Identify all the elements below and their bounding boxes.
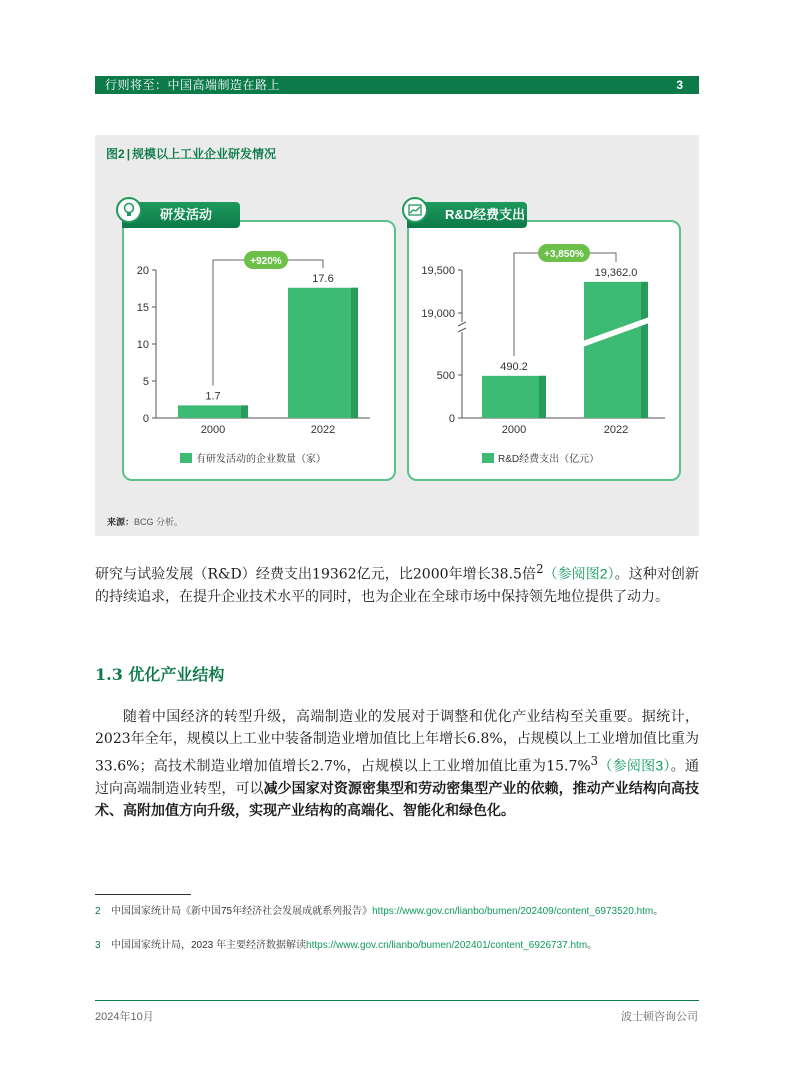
- chart-title-rd-expense: R&D经费支出: [445, 207, 526, 222]
- bar-side: [241, 405, 248, 418]
- footnote-ref[interactable]: 2: [536, 562, 544, 576]
- data-label: 17.6: [312, 272, 334, 285]
- y-tick-label: 20: [136, 265, 149, 277]
- data-label: 19,362.0: [594, 266, 638, 279]
- footer-date: 2024年10月: [95, 1011, 154, 1023]
- header-title: 行则将至：中国高端制造在路上: [105, 78, 281, 92]
- paragraph-bold-text: 减少国家对资源密集型和劳动密集型产业的依赖，推动产业结构向高技术、高附加值方向升级，实现产业结构的高端化、智能化和绿色化。: [95, 780, 700, 819]
- legend-rd-expense: [482, 450, 599, 465]
- legend-rd-activity: [180, 450, 326, 465]
- footnote-3: [95, 938, 699, 954]
- footnote-link[interactable]: https://www.gov.cn/lianbo/bumen/202409/content_6973520.htm: [372, 906, 654, 917]
- footnote-link[interactable]: https://www.gov.cn/lianbo/bumen/202401/content_6926737.htm: [306, 940, 588, 951]
- y-tick-label: 19,500: [421, 265, 455, 277]
- figure-ref-link[interactable]: （参阅图3）: [598, 757, 671, 774]
- paragraph-text: 研究与试验发展（R&D）经费支出19362亿元，比2000年增长38.5倍: [95, 566, 537, 583]
- figure-separator: |: [126, 147, 131, 161]
- bar: [288, 288, 358, 418]
- footnote-end: 。: [653, 906, 664, 917]
- footnote-number: 2: [95, 906, 101, 917]
- paragraph-text: 。通过向高端制造业转型，可以: [95, 758, 699, 797]
- x-tick-label: 2022: [310, 424, 336, 436]
- chart-title-rd-activity: 研发活动: [160, 207, 213, 222]
- paragraph-rd: [95, 558, 699, 608]
- y-tick-label: 10: [136, 339, 149, 351]
- footnote-text: 中国国家统计局，2023 年主要经济数据解读: [111, 940, 307, 951]
- legend-swatch: [180, 453, 192, 463]
- axis-break-mark: [458, 322, 466, 326]
- footnote-2: [95, 904, 699, 920]
- footnote-end: 。: [587, 940, 598, 951]
- page-number: 3: [676, 78, 683, 92]
- paragraph-text: 。这种对创新的持续追求，在提升企业技术水平的同时，也为企业在全球市场中保持领先地位提供了动力。: [95, 566, 699, 605]
- footer-divider: [95, 1000, 699, 1001]
- y-tick-label: 0: [448, 413, 455, 425]
- figure-ref-link[interactable]: （参阅图2）: [543, 565, 615, 582]
- x-tick-label: 2000: [200, 424, 226, 436]
- paragraph-text: 随着中国经济的转型升级，高端制造业的发展对于调整和优化产业结构至关重要。据统计，2023年全年，规模以上工业中装备制造业增加值比上年增长6.8%，占规模以上工业增加值比重为33.6%；高技术制造业增加值增长2.7%，占规模以上工业增加值比重为15.7%: [95, 709, 699, 775]
- bar-side: [641, 282, 648, 418]
- bar-side: [539, 376, 546, 418]
- y-tick-label: 19,000: [421, 308, 455, 320]
- figure-label: 图2: [106, 147, 125, 161]
- legend-swatch: [482, 453, 494, 463]
- axis-break-mark: [458, 328, 466, 332]
- figure-source: [107, 515, 183, 528]
- footer-org: 波士顿咨询公司: [621, 1011, 698, 1023]
- legend-label: 有研发活动的企业数量（家）: [196, 454, 326, 465]
- data-label: 490.2: [500, 360, 528, 373]
- footnote-ref[interactable]: 3: [590, 754, 599, 768]
- bar: [482, 376, 546, 418]
- footnote-number: 3: [95, 940, 101, 951]
- growth-badge-label: +920%: [250, 256, 282, 267]
- y-tick-label: 0: [142, 413, 149, 425]
- figure-title-text: 规模以上工业企业研发情况: [132, 147, 277, 161]
- data-label: 1.7: [205, 390, 221, 403]
- bar: [584, 282, 648, 418]
- source-label: 来源：: [107, 517, 135, 527]
- x-tick-label: 2022: [603, 424, 629, 436]
- footnote-divider: [95, 894, 191, 895]
- paragraph-structure: [95, 706, 699, 822]
- legend-label: R&D经费支出（亿元）: [498, 454, 600, 465]
- bar-side: [351, 288, 358, 418]
- footnote-text: 中国国家统计局《新中国75年经济社会发展成就系列报告》: [111, 906, 373, 917]
- growth-badge-label: +3,850%: [544, 249, 584, 260]
- source-text: BCG 分析。: [134, 517, 184, 527]
- bar: [178, 405, 248, 418]
- x-tick-label: 2000: [501, 424, 527, 436]
- y-tick-label: 500: [436, 370, 455, 382]
- section-heading: 1.3 优化产业结构: [95, 665, 225, 684]
- y-tick-label: 15: [136, 302, 149, 314]
- y-tick-label: 5: [142, 376, 149, 388]
